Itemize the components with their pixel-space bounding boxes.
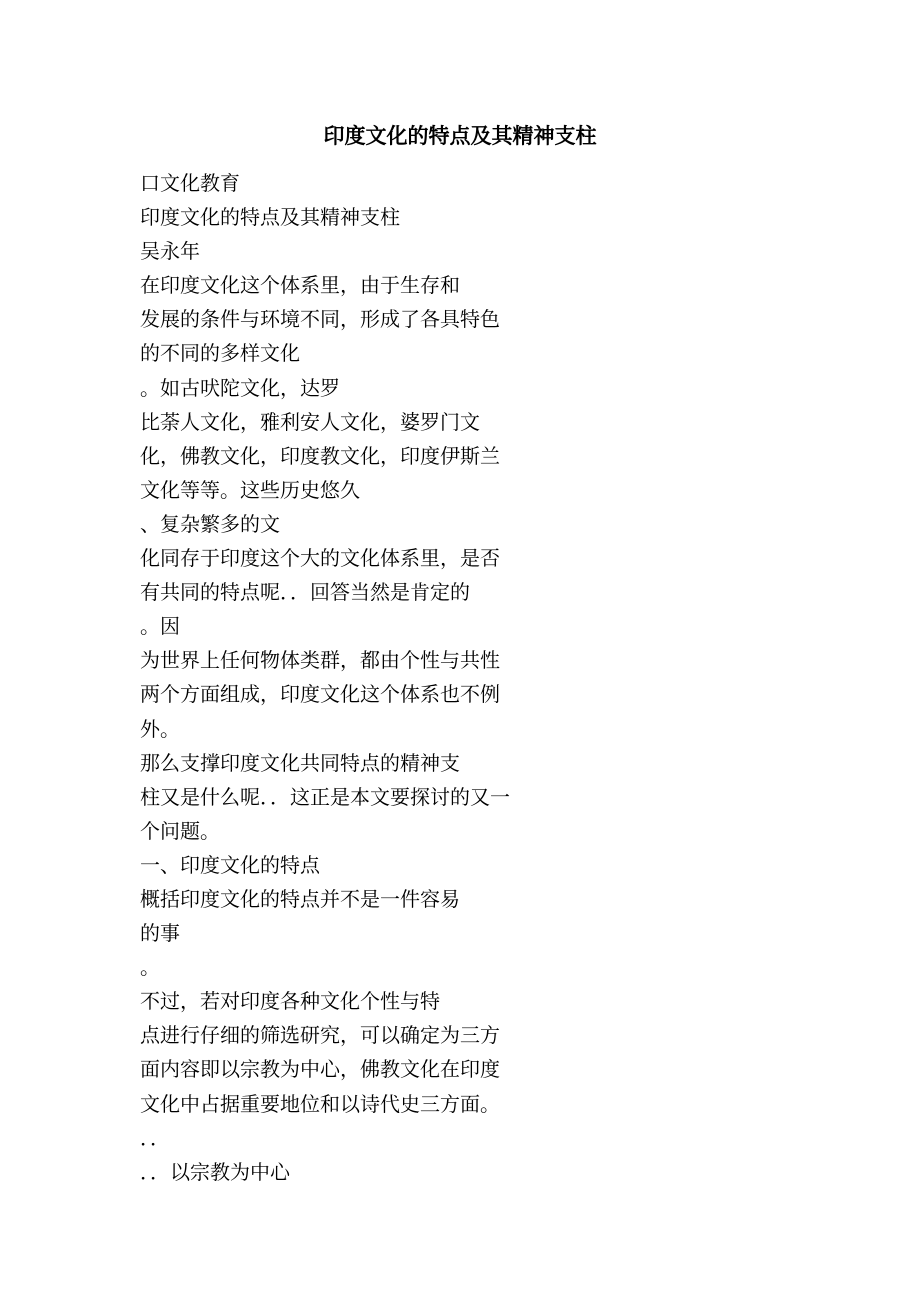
text-line: 化同存于印度这个大的文化体系里，是否 (140, 546, 500, 571)
subsection-heading: ．．以宗教为中心 (140, 1159, 290, 1184)
section-heading: 一、印度文化的特点 (140, 852, 320, 877)
text-line: 个问题。 (140, 818, 220, 843)
text-line: 的事 (140, 921, 180, 946)
text-line: 面内容即以宗教为中心，佛教文化在印度 (140, 1057, 500, 1082)
text-line: 文化等等。这些历史悠久 (140, 477, 360, 502)
text-line: 概括印度文化的特点并不是一件容易 (140, 886, 460, 911)
document-title: 印度文化的特点及其精神支柱 (323, 123, 597, 148)
text-line: 吴永年 (140, 239, 200, 264)
text-line: 为世界上任何物体类群，都由个性与共性 (140, 648, 500, 673)
text-line: 在印度文化这个体系里，由于生存和 (140, 273, 460, 298)
text-line: 文化中占据重要地位和以诗代史三方面。 (140, 1091, 500, 1116)
text-line: 。因 (140, 614, 180, 639)
text-line: 有共同的特点呢．．回答当然是肯定的 (140, 580, 470, 605)
text-line: 两个方面组成，印度文化这个体系也不例 (140, 682, 500, 707)
document-body (140, 166, 700, 1189)
text-line: 柱又是什么呢．．这正是本文要探讨的又一 (140, 784, 510, 809)
text-line: 印度文化的特点及其精神支柱 (140, 205, 400, 230)
text-line: 发展的条件与环境不同，形成了各具特色 (140, 307, 500, 332)
text-line: 不过，若对印度各种文化个性与特 (140, 989, 440, 1014)
text-line: 口文化教育 (140, 171, 240, 195)
text-line: 的不同的多样文化 (140, 341, 300, 366)
text-line: 。如古吠陀文化，达罗 (140, 375, 340, 400)
text-line: 化，佛教文化，印度教文化，印度伊斯兰 (140, 443, 500, 468)
text-line: 那么支撑印度文化共同特点的精神支 (140, 750, 460, 775)
text-line: 、复杂繁多的文 (140, 511, 280, 536)
text-line: ．． (140, 1125, 170, 1150)
text-line: 。 (140, 955, 160, 980)
text-line: 外。 (140, 716, 180, 741)
text-line: 点进行仔细的筛选研究，可以确定为三方 (140, 1023, 500, 1048)
text-line: 比荼人文化，雅利安人文化，婆罗门文 (140, 409, 480, 434)
